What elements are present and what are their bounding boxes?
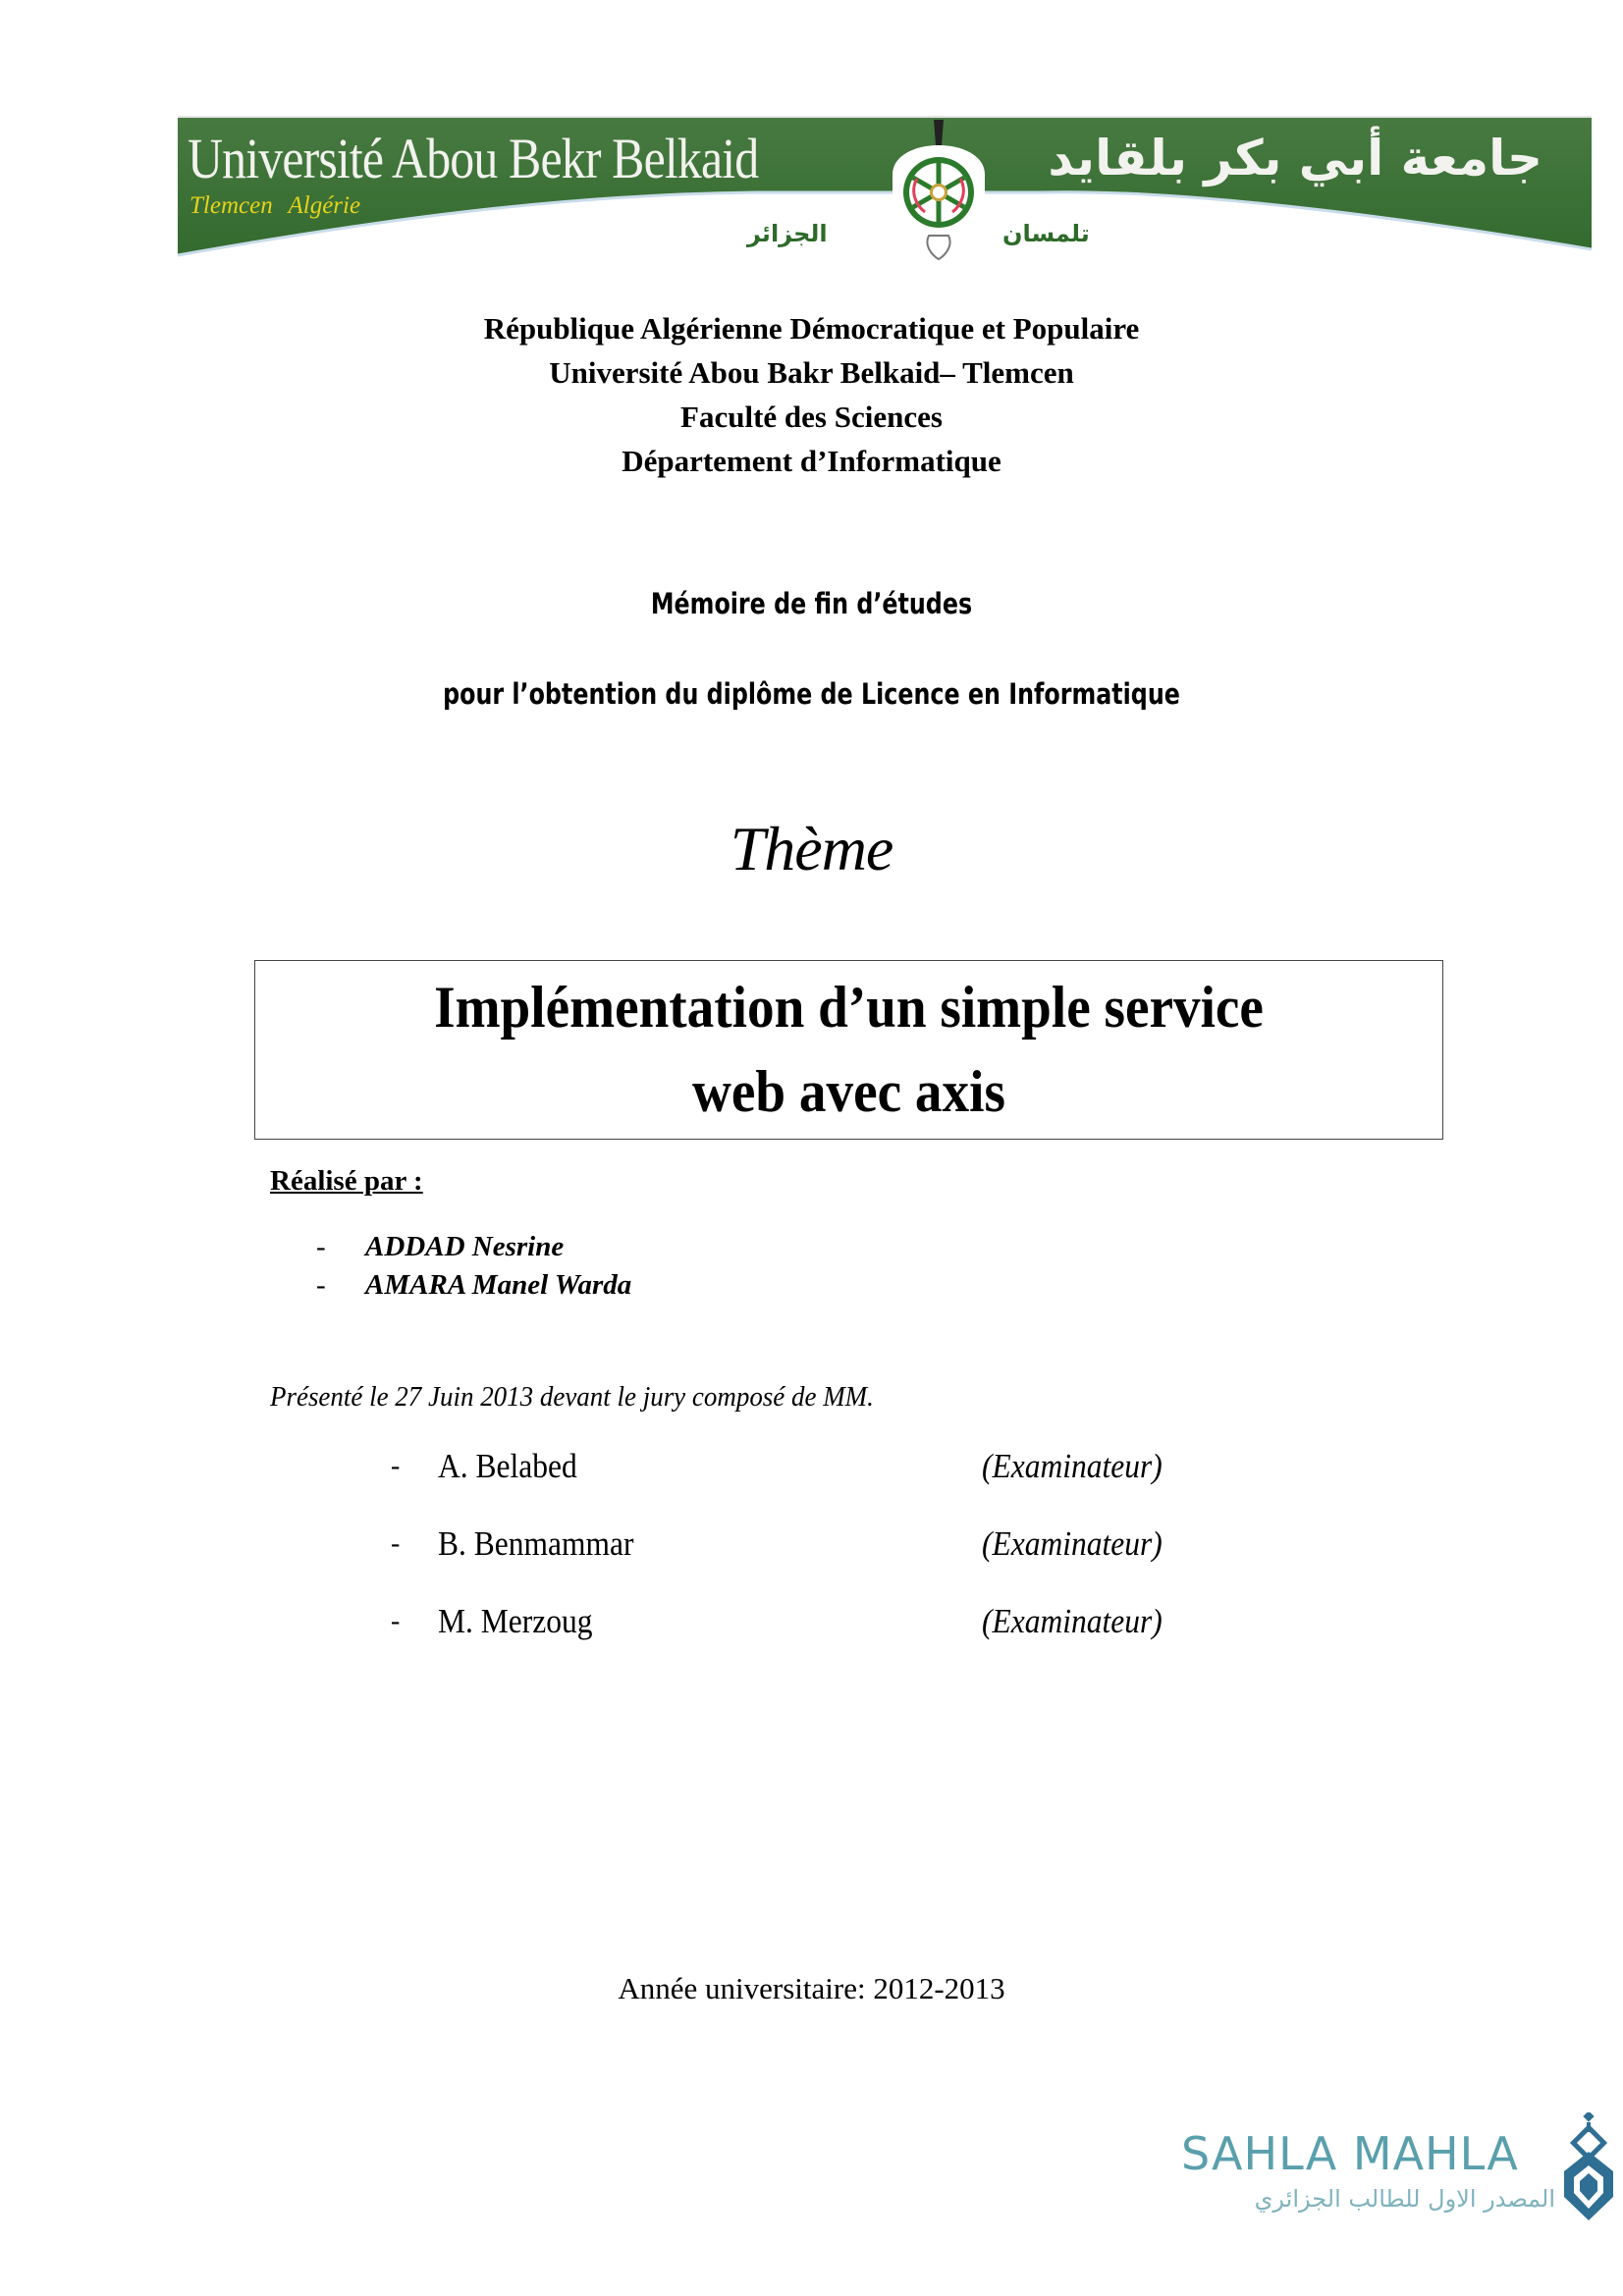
jury-member-role: (Examinateur) bbox=[982, 1602, 1163, 1640]
authors-heading: Réalisé par : bbox=[270, 1165, 423, 1197]
header-university: Université Abou Bakr Belkaid– Tlemcen bbox=[549, 355, 1074, 390]
academic-year: Année universitaire: 2012-2013 bbox=[618, 1971, 1005, 2005]
sahla-mahla-watermark bbox=[1168, 2101, 1620, 2228]
list-bullet: - bbox=[391, 1528, 401, 1559]
memoire-label: Mémoire de fin d’études bbox=[650, 587, 973, 620]
banner-country-ar: الجزائر bbox=[747, 220, 828, 247]
jury-member bbox=[391, 1602, 1274, 1641]
university-emblem-icon bbox=[885, 116, 993, 265]
list-bullet: - bbox=[391, 1451, 401, 1481]
thesis-title-box bbox=[254, 960, 1443, 1140]
header-faculty: Faculté des Sciences bbox=[680, 400, 943, 434]
watermark-brand: SAHLA MAHLA bbox=[1181, 2127, 1519, 2180]
jury-intro: Présenté le 27 Juin 2013 devant le jury composé de MM. bbox=[270, 1381, 874, 1413]
banner-location-fr: Tlemcen Algérie bbox=[189, 192, 361, 219]
jury-member-name: M. Merzoug bbox=[438, 1602, 593, 1640]
degree-description: pour l’obtention du diplôme de Licence en Informatique bbox=[443, 677, 1180, 711]
jury-member bbox=[391, 1524, 1274, 1564]
theme-label: Thème bbox=[730, 814, 893, 883]
list-bullet: - bbox=[316, 1231, 326, 1262]
thesis-title-line-1: Implémentation d’un simple service bbox=[434, 975, 1264, 1040]
watermark-tagline: المصدر الاول للطالب الجزائري bbox=[1254, 2185, 1555, 2213]
banner-university-name-fr: Université Abou Bekr Belkaid bbox=[188, 127, 759, 190]
banner-university-name-ar: جامعة أبي بكر بلقايد bbox=[1048, 130, 1542, 187]
header-department: Département d’Informatique bbox=[622, 444, 1001, 478]
jury-member-role: (Examinateur) bbox=[982, 1447, 1163, 1485]
university-banner bbox=[178, 116, 1592, 265]
jury-member-name: B. Benmammar bbox=[438, 1524, 634, 1563]
banner-city-ar: تلمسان bbox=[1002, 220, 1090, 247]
list-bullet: - bbox=[391, 1606, 401, 1636]
author-name: ADDAD Nesrine bbox=[365, 1231, 565, 1262]
header-republic: République Algérienne Démocratique et Populaire bbox=[483, 311, 1140, 346]
jury-member bbox=[391, 1447, 1274, 1486]
author-name: AMARA Manel Warda bbox=[365, 1269, 632, 1301]
jury-member-name: A. Belabed bbox=[438, 1447, 577, 1485]
list-bullet: - bbox=[316, 1269, 326, 1301]
sahla-mahla-logo-icon bbox=[1556, 2112, 1621, 2222]
jury-member-role: (Examinateur) bbox=[982, 1524, 1163, 1563]
thesis-title-line-2: web avec axis bbox=[692, 1059, 1005, 1124]
